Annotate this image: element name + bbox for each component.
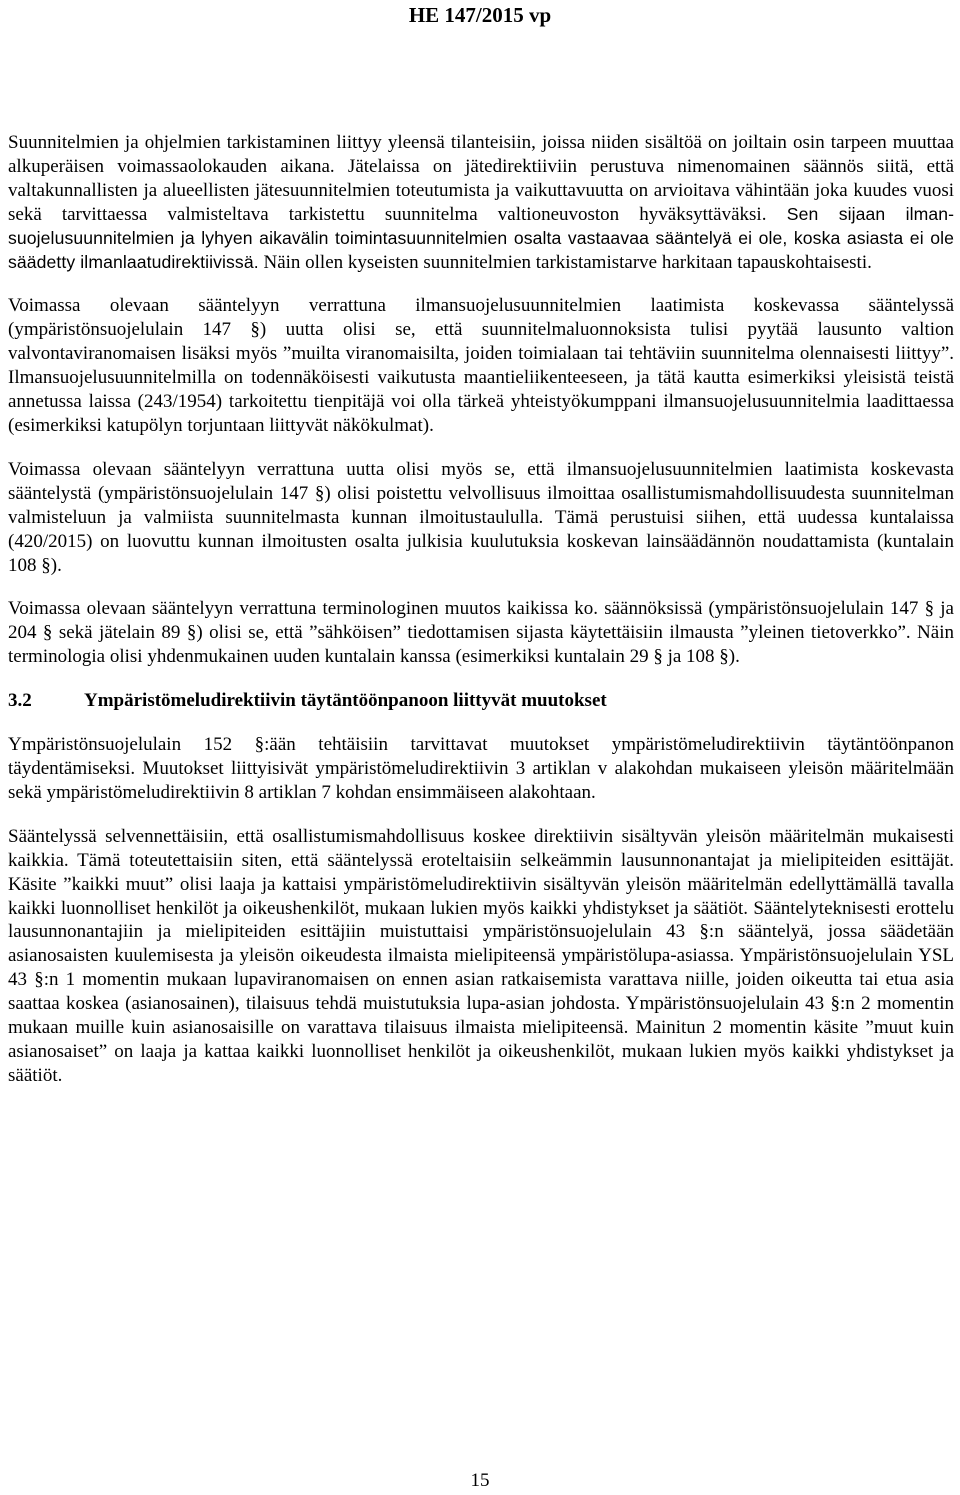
paragraph-plan-review <box>8 131 954 274</box>
section-title: Ympäristömeludirektiivin täytäntöönpanoon liittyvät muutokset <box>84 690 607 712</box>
paragraph-air-protection-plans <box>8 294 954 437</box>
paragraph-noise-directive: Ympäristönsuojelulain 152 §:ään tehtäisiin tarvittavat muutokset ympäristömeludirektiivin täytäntöönpanon täydentämiseksi. Muutokset liittyisivät ympäristömeludirektiivin 3 artiklan v alakohdan mukaiseen yleisön määritelmään sekä ympäristömeludirektiivin 8 artiklan 7 kohdan ensimmäiseen alakohtaan. <box>8 734 954 803</box>
paragraph-plan-review-part1: Suunnitelmien ja ohjelmien tarkistaminen liittyy yleensä tilanteisiin, joissa niiden sisältöä on joiltain osin tarpeen muuttaa alkuperäisen voimassaolokauden aikana. Jätelaissa on jätedirektiiviin perustuva nimenomainen säännös siitä, että valtakunnallisten ja alueellisten jätesuunnitelmien toteutumista ja vaikuttavuutta on arvioitava vähintään joka kuudes vuosi sekä tarvittaessa valmisteltava tarkistettu suunnitelma valtioneuvoston hyväksyttäväksi. <box>8 132 954 225</box>
paragraph-air-protection-plans-part2: Ilmansuojelusuunnitelmilla on todennäköisesti vaikutusta maantieliikenteeseen, ja tätä kautta esimerkiksi yleisistä teistä annetussa laissa (243/1954) tarkoitettu tienpitäjä voi olla tärkeä yhteistyökumppani ilmansuojelusuunnitelmia laadittaessa (esimerkiksi katupölyn torjuntaan liittyvät näkökulmat). <box>8 367 954 436</box>
paragraph-air-protection-plans-part1: Voimassa olevaan sääntelyyn verrattuna ilmansuojelusuunnitelmien laatimista koskevassa sääntelyssä (ympäristönsuojelulain 147 §) uutta olisi se, että suunnitelmaluonnoksista tulisi pyytää lausunto valtion valvontaviranomaisen lisäksi myös ”muilta viranomaisilta, joiden toimialaan tai tehtäviin suunnitelma olennaisesti liittyy”. <box>8 295 954 365</box>
paragraph-notice-board: Voimassa olevaan sääntelyyn verrattuna uutta olisi myös se, että ilmansuojelusuunnitelmien laatimista koskevasta sääntelystä (ympäristönsuojelulain 147 §) olisi poistettu velvollisuus ilmoittaa osallistumismahdollisuudesta suunnitelman valmisteluun ja valmiista suunnitelmasta kunnan ilmoitustaululla. Tämä perustuisi siihen, että uudessa kuntalaissa (420/2015) on luovuttu kunnan ilmoitusten osalta julkisia kuulutuksia koskevan lainsäädännön noudattamista (kuntalain 108 §). <box>8 458 954 576</box>
paragraph-plan-review-part2: Sen sijaan ilmansuojelusuunnitelmien ja lyhyen aikavälin toimintasuunnitelmien osalta vastaavaa sääntelyä ei ole, koska asiasta ei ole säädetty ilmanlaatudirektiivissä. <box>8 203 954 272</box>
paragraph-terminology: Voimassa olevaan sääntelyyn verrattuna terminologinen muutos kaikissa ko. säännöksissä (ympäristönsuojelulain 147 § ja 204 § sekä jätelain 89 §) olisi se, että ”sähköisen” tiedottamisen sijasta käytettäisiin ilmausta ”yleinen tietoverkko”. Näin terminologia olisi yhdenmukainen uuden kuntalain kanssa (esimerkiksi kuntalain 29 § ja 108 §). <box>8 598 954 668</box>
page-number: 15 <box>470 1470 490 1491</box>
section-heading <box>8 689 954 713</box>
document-body <box>8 131 954 1108</box>
paragraph-plan-review-part3: Näin ollen kyseisten suunnitelmien tarkistamistarve harkitaan tapauskohtaisesti. <box>258 251 872 273</box>
paragraph-participation: Sääntelyssä selvennettäisiin, että osallistumismahdollisuus koskee direktiivin sisältyvän yleisön määritelmän mukaisesti kaikkia. Tämä toteutettaisiin siten, että sääntelyssä eroteltaisiin selkeämmin lausunnonantajat ja mielipiteiden esittäjät. Käsite ”kaikki muut” olisi laaja ja kattaisi ympäristömeludirektiivin sisältyvän yleisön määritelmän edellyttämällä tavalla kaikki luonnolliset henkilöt ja oikeushenkilöt, mukaan lukien myös kaikki yhdistykset ja säätiöt. Sääntelyteknisesti erottelu lausunnonantajiin ja mielipiteiden esittäjiin muistuttaisi ympäristönsuojelulain 43 §:n sääntelyä, jossa säädetään asianosaisten kuulemisesta ja yleisön oikeudesta ilmaista mielipiteensä ympäristölupa-asiassa. Ympäristönsuojelulain YSL 43 §:n 1 momentin mukaan lupaviranomaisen on ennen asian ratkaisemista varattava niille, joiden oikeutta tai etua asia saattaa koskea (asianosainen), tilaisuus tehdä muistutuksia lupa-asian johdosta. Ympäristönsuojelulain 43 §:n 2 momentin mukaan muille kuin asianosaisille on varattava tilaisuus ilmaista mielipiteensä. Mainitun 2 momentin käsite ”muut kuin asianosaiset” on laaja ja kattaa kaikki luonnolliset henkilöt ja oikeushenkilöt, mukaan lukien myös kaikki yhdistykset ja säätiöt. <box>8 825 954 1086</box>
section-number: 3.2 <box>8 690 32 712</box>
document-header: HE 147/2015 vp <box>408 3 552 27</box>
